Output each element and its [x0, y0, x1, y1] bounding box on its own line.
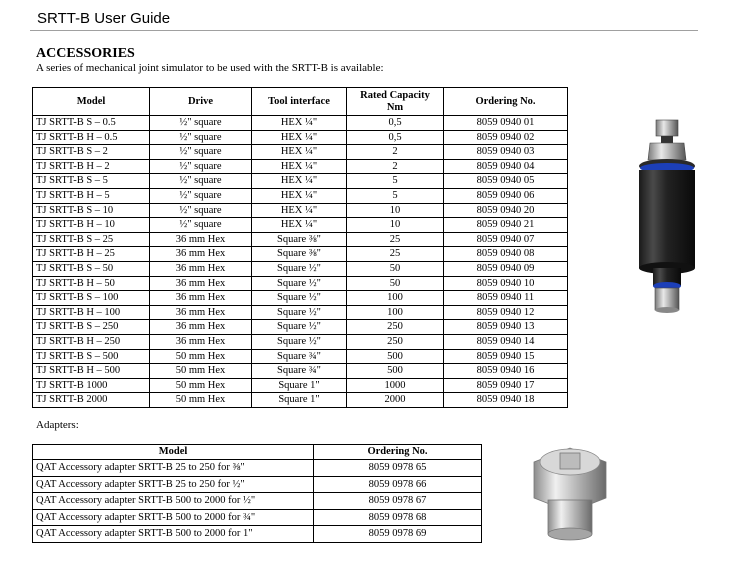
- cell-tool-interface: HEX ¼": [252, 145, 347, 160]
- table-row: [33, 509, 482, 526]
- cell-rated-capacity: 2000: [347, 393, 444, 408]
- col-header-drive: Drive: [150, 88, 252, 116]
- cell-tool-interface: HEX ¼": [252, 130, 347, 145]
- col-header-ordering: Ordering No.: [314, 445, 482, 460]
- table-row: [33, 460, 482, 477]
- cell-ordering-no: 8059 0978 65: [314, 460, 482, 477]
- cell-rated-capacity: 2: [347, 145, 444, 160]
- joint-simulator-image: [628, 118, 708, 323]
- col-header-model: Model: [33, 445, 314, 460]
- cell-drive: 36 mm Hex: [150, 247, 252, 262]
- cell-ordering-no: 8059 0940 13: [444, 320, 568, 335]
- table-row: [33, 334, 568, 349]
- cell-rated-capacity: 5: [347, 174, 444, 189]
- adapters-table-body: [33, 460, 482, 543]
- table-header-row: [33, 88, 568, 116]
- table-row: [33, 159, 568, 174]
- cell-rated-capacity: 250: [347, 334, 444, 349]
- col-header-ordering: Ordering No.: [444, 88, 568, 116]
- cell-model: QAT Accessory adapter SRTT-B 500 to 2000 for ½": [33, 493, 314, 510]
- table-row: [33, 305, 568, 320]
- cell-ordering-no: 8059 0978 68: [314, 509, 482, 526]
- cell-rated-capacity: 1000: [347, 378, 444, 393]
- cell-rated-capacity: 100: [347, 305, 444, 320]
- cell-drive: 50 mm Hex: [150, 378, 252, 393]
- col-header-model: Model: [33, 88, 150, 116]
- cell-drive: 36 mm Hex: [150, 291, 252, 306]
- cell-tool-interface: Square 1": [252, 378, 347, 393]
- cell-drive: ½" square: [150, 116, 252, 131]
- table-row: [33, 247, 568, 262]
- table-row: [33, 476, 482, 493]
- cell-model: TJ SRTT-B H – 5: [33, 188, 150, 203]
- table-row: [33, 349, 568, 364]
- cell-ordering-no: 8059 0978 67: [314, 493, 482, 510]
- cell-ordering-no: 8059 0940 03: [444, 145, 568, 160]
- cell-ordering-no: 8059 0940 08: [444, 247, 568, 262]
- cell-drive: 36 mm Hex: [150, 305, 252, 320]
- cell-rated-capacity: 250: [347, 320, 444, 335]
- cell-rated-capacity: 25: [347, 232, 444, 247]
- cell-drive: ½" square: [150, 218, 252, 233]
- cell-model: TJ SRTT-B S – 2: [33, 145, 150, 160]
- table-row: [33, 203, 568, 218]
- cell-tool-interface: HEX ¼": [252, 203, 347, 218]
- cell-rated-capacity: 50: [347, 261, 444, 276]
- cell-ordering-no: 8059 0940 02: [444, 130, 568, 145]
- cell-model: QAT Accessory adapter SRTT-B 500 to 2000 for ¾": [33, 509, 314, 526]
- cell-tool-interface: Square ½": [252, 320, 347, 335]
- adapter-image: [520, 440, 620, 550]
- cell-ordering-no: 8059 0940 09: [444, 261, 568, 276]
- cell-model: TJ SRTT-B H – 250: [33, 334, 150, 349]
- table-row: [33, 526, 482, 543]
- cell-ordering-no: 8059 0940 16: [444, 364, 568, 379]
- cell-model: TJ SRTT-B H – 50: [33, 276, 150, 291]
- cell-rated-capacity: 10: [347, 203, 444, 218]
- cell-ordering-no: 8059 0940 21: [444, 218, 568, 233]
- cell-tool-interface: HEX ¼": [252, 218, 347, 233]
- cell-model: TJ SRTT-B S – 25: [33, 232, 150, 247]
- table-row: [33, 218, 568, 233]
- cell-model: TJ SRTT-B S – 5: [33, 174, 150, 189]
- cell-tool-interface: Square ⅜": [252, 247, 347, 262]
- cell-ordering-no: 8059 0940 01: [444, 116, 568, 131]
- table-row: [33, 130, 568, 145]
- cell-rated-capacity: 2: [347, 159, 444, 174]
- table-row: [33, 291, 568, 306]
- cell-ordering-no: 8059 0940 05: [444, 174, 568, 189]
- cell-drive: 50 mm Hex: [150, 349, 252, 364]
- cell-tool-interface: Square ¾": [252, 349, 347, 364]
- accessories-table: [32, 87, 568, 408]
- cell-ordering-no: 8059 0940 20: [444, 203, 568, 218]
- table-row: [33, 276, 568, 291]
- cell-tool-interface: Square ¾": [252, 364, 347, 379]
- capacity-header-line1: Rated Capacity: [360, 89, 430, 101]
- cell-ordering-no: 8059 0940 06: [444, 188, 568, 203]
- table-row: [33, 493, 482, 510]
- cell-drive: ½" square: [150, 145, 252, 160]
- cell-tool-interface: Square ½": [252, 276, 347, 291]
- cell-tool-interface: HEX ¼": [252, 116, 347, 131]
- cell-tool-interface: HEX ¼": [252, 159, 347, 174]
- cell-tool-interface: Square ⅜": [252, 232, 347, 247]
- cell-model: QAT Accessory adapter SRTT-B 25 to 250 for ½": [33, 476, 314, 493]
- cell-rated-capacity: 50: [347, 276, 444, 291]
- cell-model: TJ SRTT-B H – 10: [33, 218, 150, 233]
- table-row: [33, 261, 568, 276]
- cell-ordering-no: 8059 0940 18: [444, 393, 568, 408]
- section-description: A series of mechanical joint simulator to be used with the SRTT-B is available:: [36, 62, 384, 74]
- col-header-tool-interface: Tool interface: [252, 88, 347, 116]
- adapters-label: Adapters:: [36, 419, 79, 431]
- cell-drive: 36 mm Hex: [150, 261, 252, 276]
- cell-model: TJ SRTT-B S – 250: [33, 320, 150, 335]
- cell-model: TJ SRTT-B 2000: [33, 393, 150, 408]
- cell-drive: 36 mm Hex: [150, 320, 252, 335]
- cell-model: TJ SRTT-B H – 100: [33, 305, 150, 320]
- cell-drive: 50 mm Hex: [150, 393, 252, 408]
- cell-model: TJ SRTT-B S – 10: [33, 203, 150, 218]
- cell-drive: 36 mm Hex: [150, 334, 252, 349]
- cell-drive: ½" square: [150, 130, 252, 145]
- cell-rated-capacity: 0,5: [347, 116, 444, 131]
- cell-ordering-no: 8059 0940 17: [444, 378, 568, 393]
- cell-drive: ½" square: [150, 174, 252, 189]
- cell-ordering-no: 8059 0940 04: [444, 159, 568, 174]
- table-row: [33, 145, 568, 160]
- cell-drive: ½" square: [150, 188, 252, 203]
- cell-model: QAT Accessory adapter SRTT-B 25 to 250 for ⅜": [33, 460, 314, 477]
- cell-ordering-no: 8059 0978 66: [314, 476, 482, 493]
- cell-model: QAT Accessory adapter SRTT-B 500 to 2000 for 1": [33, 526, 314, 543]
- cell-ordering-no: 8059 0978 69: [314, 526, 482, 543]
- cell-tool-interface: Square ½": [252, 334, 347, 349]
- cell-tool-interface: HEX ¼": [252, 174, 347, 189]
- cell-rated-capacity: 0,5: [347, 130, 444, 145]
- cell-model: TJ SRTT-B S – 500: [33, 349, 150, 364]
- cell-drive: 50 mm Hex: [150, 364, 252, 379]
- table-header-row: [33, 445, 482, 460]
- table-row: [33, 364, 568, 379]
- cell-rated-capacity: 500: [347, 349, 444, 364]
- cell-ordering-no: 8059 0940 07: [444, 232, 568, 247]
- section-title: ACCESSORIES: [36, 46, 135, 61]
- cell-rated-capacity: 5: [347, 188, 444, 203]
- cell-ordering-no: 8059 0940 11: [444, 291, 568, 306]
- page-header-title: SRTT-B User Guide: [37, 10, 171, 27]
- table-row: [33, 320, 568, 335]
- cell-tool-interface: Square ½": [252, 261, 347, 276]
- cell-model: TJ SRTT-B S – 100: [33, 291, 150, 306]
- cell-rated-capacity: 25: [347, 247, 444, 262]
- cell-ordering-no: 8059 0940 15: [444, 349, 568, 364]
- cell-model: TJ SRTT-B H – 25: [33, 247, 150, 262]
- cell-model: TJ SRTT-B S – 0.5: [33, 116, 150, 131]
- table-row: [33, 116, 568, 131]
- table-row: [33, 174, 568, 189]
- cell-model: TJ SRTT-B H – 0.5: [33, 130, 150, 145]
- cell-drive: 36 mm Hex: [150, 232, 252, 247]
- cell-drive: 36 mm Hex: [150, 276, 252, 291]
- col-header-rated-capacity: [347, 88, 444, 116]
- table-row: [33, 232, 568, 247]
- table-row: [33, 188, 568, 203]
- header-divider: [30, 30, 698, 31]
- cell-rated-capacity: 500: [347, 364, 444, 379]
- cell-tool-interface: HEX ¼": [252, 188, 347, 203]
- cell-rated-capacity: 10: [347, 218, 444, 233]
- cell-model: TJ SRTT-B S – 50: [33, 261, 150, 276]
- cell-tool-interface: Square 1": [252, 393, 347, 408]
- cell-tool-interface: Square ½": [252, 305, 347, 320]
- table-row: [33, 378, 568, 393]
- cell-model: TJ SRTT-B H – 500: [33, 364, 150, 379]
- cell-ordering-no: 8059 0940 14: [444, 334, 568, 349]
- accessories-table-body: [33, 116, 568, 408]
- cell-drive: ½" square: [150, 159, 252, 174]
- adapters-table: [32, 444, 482, 543]
- table-row: [33, 393, 568, 408]
- cell-tool-interface: Square ½": [252, 291, 347, 306]
- cell-rated-capacity: 100: [347, 291, 444, 306]
- cell-model: TJ SRTT-B H – 2: [33, 159, 150, 174]
- cell-model: TJ SRTT-B 1000: [33, 378, 150, 393]
- cell-ordering-no: 8059 0940 10: [444, 276, 568, 291]
- cell-ordering-no: 8059 0940 12: [444, 305, 568, 320]
- cell-drive: ½" square: [150, 203, 252, 218]
- capacity-header-line2: Nm: [386, 101, 404, 113]
